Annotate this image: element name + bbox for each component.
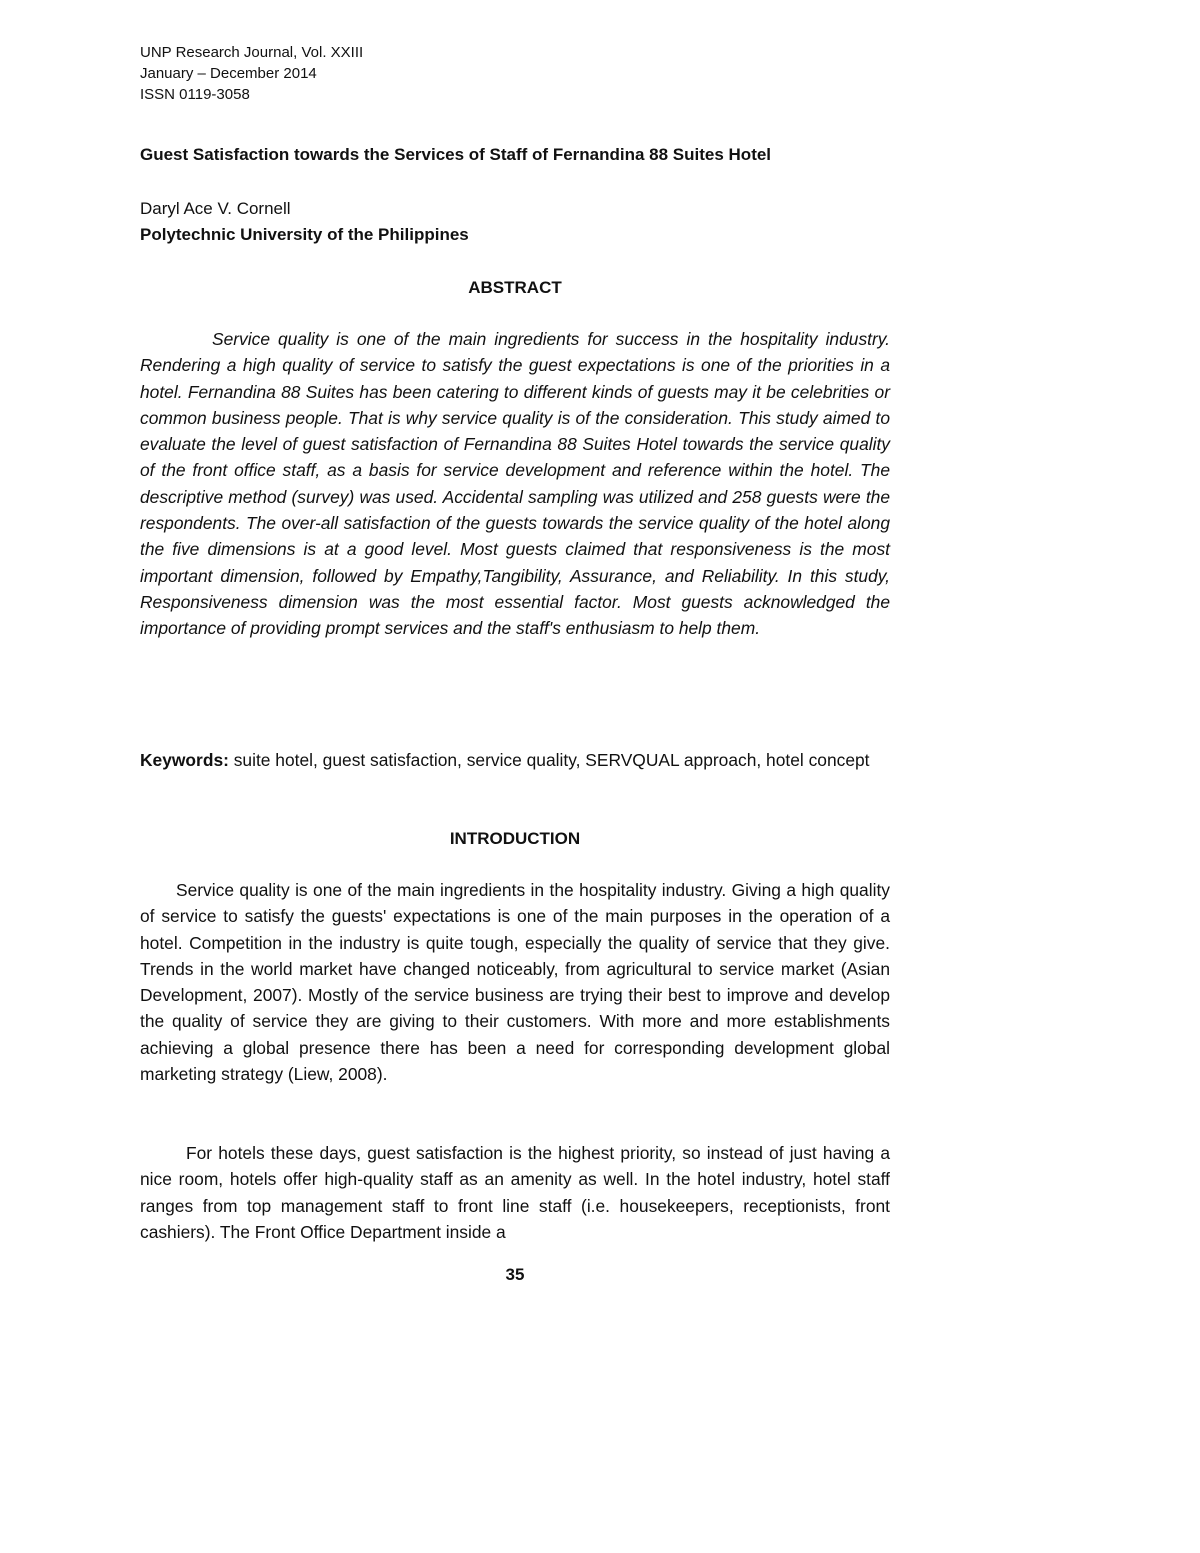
- keywords-label: Keywords:: [140, 750, 229, 770]
- introduction-heading: INTRODUCTION: [449, 829, 581, 848]
- journal-name: UNP Research Journal, Vol. XXIII: [140, 44, 364, 61]
- page-number: 35: [505, 1265, 525, 1284]
- journal-header: [140, 42, 363, 105]
- author-affiliation: Polytechnic University of the Philippines: [140, 225, 469, 244]
- journal-issn: ISSN 0119-3058: [140, 86, 250, 103]
- introduction-paragraph-2: For hotels these days, guest satisfaction is the highest priority, so instead of just having a nice room, hotels offer high-quality staff as an amenity as well. In the hotel industry, hotel staff ranges from top management staff to front line staff (i.e. housekeepers, receptionists, front cashiers). The Front Office Department inside a: [140, 1143, 890, 1242]
- abstract-heading: ABSTRACT: [468, 278, 562, 297]
- paper-title: Guest Satisfaction towards the Services of Staff of Fernandina 88 Suites Hotel: [140, 145, 772, 164]
- keywords-text: suite hotel, guest satisfaction, service quality, SERVQUAL approach, hotel concept: [228, 750, 870, 770]
- keywords: [140, 747, 890, 773]
- author-name: Daryl Ace V. Cornell: [140, 199, 291, 218]
- journal-date: January – December 2014: [140, 65, 317, 82]
- introduction-paragraph-1: Service quality is one of the main ingredients in the hospitality industry. Giving a high quality of service to satisfy the guests' expectations is one of the main purposes in the operation of a hotel. Competition in the industry is quite tough, especially the quality of service that they give. Trends in the world market have changed noticeably, from agricultural to service market (Asian Development, 2007). Mostly of the service business are trying their best to improve and develop the quality of service they are giving to their customers. With more and more establishments achieving a global presence there has been a need for corresponding development global marketing strategy (Liew, 2008).: [140, 880, 890, 1085]
- abstract-text: Service quality is one of the main ingredients for success in the hospitality industry. Rendering a high quality of service to satisfy the guest expectations is one of the priorities in a hotel. Fernandina 88 Suites has been catering to different kinds of guests may it be celebrities or common business people. That is why service quality is of the consideration. This study aimed to evaluate the level of guest satisfaction of Fernandina 88 Suites Hotel towards the service quality of the front office staff, as a basis for service development and reference within the hotel. The descriptive method (survey) was used. Accidental sampling was utilized and 258 guests were the respondents. The over-all satisfaction of the guests towards the service quality of the hotel along the five dimensions is at a good level. Most guests claimed that responsiveness is the most important dimension, followed by Empathy,Tangibility, Assurance, and Reliability. In this study, Responsiveness dimension was the most essential factor. Most guests acknowledged the importance of providing prompt services and the staff's enthusiasm to help them.: [140, 329, 890, 639]
